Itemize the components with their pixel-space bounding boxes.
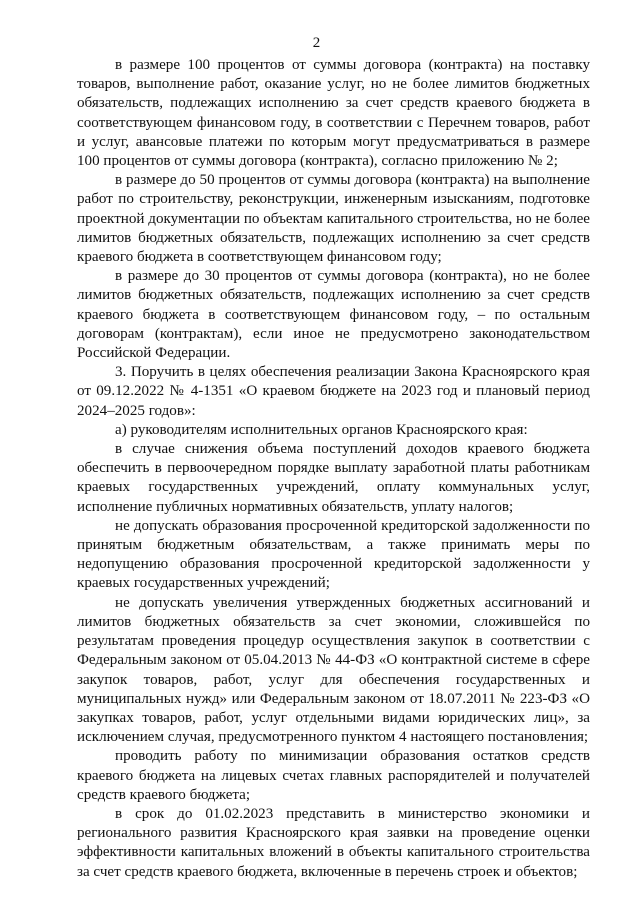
paragraph-advance-50-percent: в размере до 50 процентов от суммы договора (контракта) на выполнение работ по строительству, реконструкции, инженерным изысканиям, подготовке проектной документации по объектам капитального строительства, но не более лимитов бюджетных обязательств, подлежащих исполнению за счет средств краевого бюджета в соответствующем финансовом году; <box>77 172 590 266</box>
document-body <box>77 56 590 882</box>
paragraph-section-3: 3. Поручить в целях обеспечения реализации Закона Красноярского края от 09.12.2022 № 4-1351 «О краевом бюджете на 2023 год и плановый период 2024–2025 годов»: <box>77 364 590 419</box>
paragraph-no-increase-allocations: не допускать увеличения утвержденных бюджетных ассигнований и лимитов бюджетных обязательств за счет экономии, сложившейся по результатам проведения процедур осуществления закупок в соответствии с Федеральным законом от 05.04.2013 № 44-ФЗ «О контрактной системе в сфере закупок товаров, работ, услуг для обеспечения государственных и муниципальных нужд» или Федеральным законом от 18.07.2011 № 223-ФЗ «О закупках товаров, работ, услуг отдельными видами юридических лиц», за исключением случая, предусмотренного пунктом 4 настоящего постановления; <box>77 594 590 746</box>
paragraph-subsection-a: а) руководителям исполнительных органов Красноярского края: <box>115 421 528 438</box>
page-number: 2 <box>312 35 321 51</box>
paragraph-advance-30-percent: в размере до 30 процентов от суммы договора (контракта), но не более лимитов бюджетных обязательств, подлежащих исполнению за счет средств краевого бюджета в соответствующем финансовом году, – по остальным договорам (контрактам), если иное не предусмотрено законодательством Российской Федерации. <box>77 268 590 362</box>
paragraph-advance-100-percent: в размере 100 процентов от суммы договора (контракта) на поставку товаров, выполнение работ, оказание услуг, но не более лимитов бюджетных обязательств, подлежащих исполнению за счет средств краевого бюджета в соответствующем финансовом году, в соответствии с Перечнем товаров, работ и услуг, авансовые платежи по которым могут предусматриваться в размере 100 процентов от суммы договора (контракта), согласно приложению № 2; <box>77 57 590 170</box>
paragraph-revenue-decrease: в случае снижения объема поступлений доходов краевого бюджета обеспечить в первоочередном порядке выплату заработной платы работникам краевых государственных учреждений, оплату коммунальных услуг, исполнение публичных нормативных обязательств, уплату налогов; <box>77 441 590 515</box>
paragraph-minimize-balances: проводить работу по минимизации образования остатков средств краевого бюджета на лицевых счетах главных распорядителей и получателей средств краевого бюджета; <box>77 748 590 803</box>
paragraph-submit-applications: в срок до 01.02.2023 представить в министерство экономики и регионального развития Красноярского края заявки на проведение оценки эффективности капитальных вложений в объекты капитального строительства за счет средств краевого бюджета, включенные в перечень строек и объектов; <box>77 805 590 880</box>
paragraph-overdue-debt: не допускать образования просроченной кредиторской задолженности по принятым бюджетным обязательствам, а также принимать меры по недопущению образования просроченной кредиторской задолженности у краевых государственных учреждений; <box>77 517 590 592</box>
